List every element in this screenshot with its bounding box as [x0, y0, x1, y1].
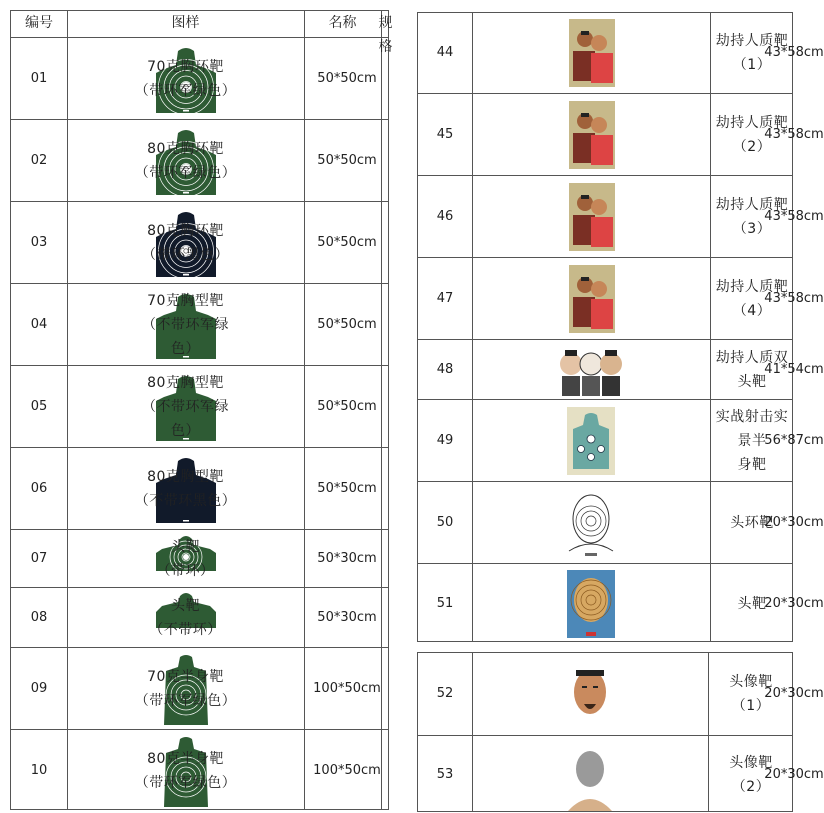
item-number: 47: [436, 290, 454, 306]
product-spec: 50*50cm: [317, 480, 377, 496]
product-spec: 100*50cm: [313, 680, 381, 696]
product-name-line: 头环靶: [730, 514, 774, 531]
header-number: 编号: [25, 15, 53, 31]
product-name-line: 头靶: [171, 597, 200, 614]
product-name-line: 劫持人质双头靶: [715, 349, 789, 390]
product-name-line: （不带环军绿: [142, 316, 229, 333]
target-sample-image: [472, 258, 710, 339]
portrait-blur-illustration: [554, 739, 626, 811]
product-name: [67, 120, 304, 201]
product-name: [67, 588, 304, 647]
product-name-line: （不带环）: [149, 621, 222, 638]
table-row: 52 头像靶 （1） 20*30cm: [418, 653, 792, 735]
target-sample-image: [472, 340, 710, 399]
target-sample-image: [472, 564, 710, 643]
item-number: 01: [30, 70, 48, 86]
realistic-half-body-illustration: [555, 405, 627, 477]
table-row: [11, 447, 388, 529]
product-name-line: 80克胸环靶: [147, 140, 224, 157]
table-row: 48 劫持人质双头靶 41*54cm: [418, 339, 792, 399]
product-name: [67, 366, 304, 447]
product-name-line: 70克胸环靶: [147, 58, 224, 75]
table-row: 53 头像靶 （2） 20*30cm: [418, 735, 792, 813]
product-name-line: （2）: [731, 778, 771, 795]
product-name: [67, 448, 304, 529]
product-name-line: （4）: [732, 302, 772, 319]
item-number: 10: [30, 762, 48, 778]
item-number: 46: [436, 208, 454, 224]
header-spec: 规格: [378, 15, 393, 55]
table-row: 51 头靶 20*30cm: [418, 563, 792, 643]
target-sample-image: [472, 94, 710, 175]
item-number: 53: [436, 766, 454, 782]
product-name-line: 80克胸环靶: [147, 222, 224, 239]
product-name-line: 头靶: [737, 595, 767, 612]
product-name-line: 劫持人质靶: [715, 33, 789, 49]
product-spec: 50*50cm: [317, 316, 377, 332]
left-catalog-table: [10, 10, 393, 810]
product-name-line: 实战射击实景半: [715, 408, 789, 449]
product-name-line: （不带环黑色）: [134, 492, 237, 509]
product-name-line: 头靶: [171, 538, 200, 555]
head-photo-rings-illustration: [555, 568, 627, 640]
item-number: 49: [436, 432, 454, 448]
product-name-line: 色）: [171, 340, 200, 357]
product-name-line: （带环军绿色）: [134, 82, 237, 99]
product-name: [67, 730, 304, 811]
target-sample-image: [472, 400, 710, 481]
product-name-line: （3）: [732, 220, 772, 237]
table-row: 50 头环靶 20*30cm: [418, 481, 792, 563]
table-row: [11, 365, 388, 447]
product-name-line: 色）: [171, 422, 200, 439]
product-name-line: 劫持人质靶: [715, 196, 789, 213]
item-number: 03: [30, 234, 48, 250]
product-name-line: 70克半身靶: [147, 668, 224, 685]
product-name-line: （带环黑色）: [142, 246, 229, 263]
table-row: 45 劫持人质靶 （2） 43*58cm: [418, 93, 792, 175]
product-name-line: （带环军绿色）: [134, 774, 237, 791]
target-sample-image: [472, 176, 710, 257]
item-number: 09: [30, 680, 48, 696]
item-number: 44: [436, 45, 454, 60]
product-name-line: （带环军绿色）: [134, 164, 237, 181]
table-row: [11, 729, 388, 811]
product-name-line: （带环军绿色）: [134, 692, 237, 709]
table-row: [11, 283, 388, 365]
hostage-photo-illustration: [555, 17, 627, 89]
item-number: 06: [30, 480, 48, 496]
head-ring-sketch-illustration: [555, 487, 627, 559]
right-catalog-table-1: [417, 12, 824, 642]
product-name-line: 头像靶: [729, 674, 773, 690]
hostage-double-head-illustration: [555, 334, 627, 406]
item-number: 45: [436, 126, 454, 142]
item-number: 51: [436, 595, 454, 611]
product-name-line: 70克胸型靶: [147, 292, 224, 309]
product-spec: 50*50cm: [317, 70, 377, 86]
item-number: 52: [436, 686, 454, 701]
product-spec: 50*50cm: [317, 234, 377, 250]
product-name-line: （不带环军绿: [142, 398, 229, 415]
product-name-line: （2）: [732, 138, 772, 155]
product-name-line: （1）: [731, 698, 771, 714]
item-number: 04: [30, 316, 48, 332]
table-row: 44 劫持人质靶 （1） 43*58cm: [418, 13, 792, 93]
item-number: 50: [436, 514, 454, 530]
table-row: [11, 587, 388, 647]
product-name-line: 劫持人质靶: [715, 278, 789, 295]
product-name: [67, 648, 304, 729]
product-name-line: 身靶: [737, 456, 767, 473]
product-name-line: 头像靶: [729, 754, 773, 771]
table-header-row: [11, 11, 393, 55]
right-catalog-table-2: [417, 652, 824, 812]
item-number: 02: [30, 152, 48, 168]
table-row: [11, 647, 388, 729]
product-spec: 50*30cm: [317, 550, 377, 566]
table-row: 49 实战射击实景半 身靶 56*87cm: [418, 399, 792, 481]
target-sample-image: [472, 653, 708, 735]
product-name: [67, 202, 304, 283]
product-spec: 50*50cm: [317, 398, 377, 414]
item-number: 48: [436, 361, 454, 377]
target-sample-image: [472, 736, 708, 813]
product-name-line: （1）: [732, 57, 772, 73]
table-row: [11, 529, 388, 587]
product-name-line: 劫持人质靶: [715, 114, 789, 131]
product-spec: 50*30cm: [317, 609, 377, 625]
product-name-line: 80克胸型靶: [147, 374, 224, 391]
product-name-line: （带环）: [156, 562, 215, 579]
portrait-face-illustration: [554, 658, 626, 730]
header-sample: 图样: [171, 15, 200, 31]
header-name: 名称: [328, 15, 357, 31]
hostage-photo-illustration: [555, 99, 627, 171]
product-name: [67, 284, 304, 365]
table-row: [11, 119, 388, 201]
table-row: 47 劫持人质靶 （4） 43*58cm: [418, 257, 792, 339]
table-row: [11, 37, 388, 119]
product-name: [67, 38, 304, 119]
hostage-photo-illustration: [555, 263, 627, 335]
item-number: 05: [30, 398, 48, 414]
target-sample-image: [472, 13, 710, 93]
item-number: 07: [30, 550, 48, 566]
target-sample-image: [472, 482, 710, 563]
product-name: [67, 530, 304, 587]
table-row: 46 劫持人质靶 （3） 43*58cm: [418, 175, 792, 257]
product-name-line: 80克胸型靶: [147, 468, 224, 485]
product-spec: 50*50cm: [317, 152, 377, 168]
item-number: 08: [30, 609, 48, 625]
product-name-line: 80克半身靶: [147, 750, 224, 767]
table-row: [11, 201, 388, 283]
product-spec: 100*50cm: [313, 762, 381, 778]
hostage-photo-illustration: [555, 181, 627, 253]
